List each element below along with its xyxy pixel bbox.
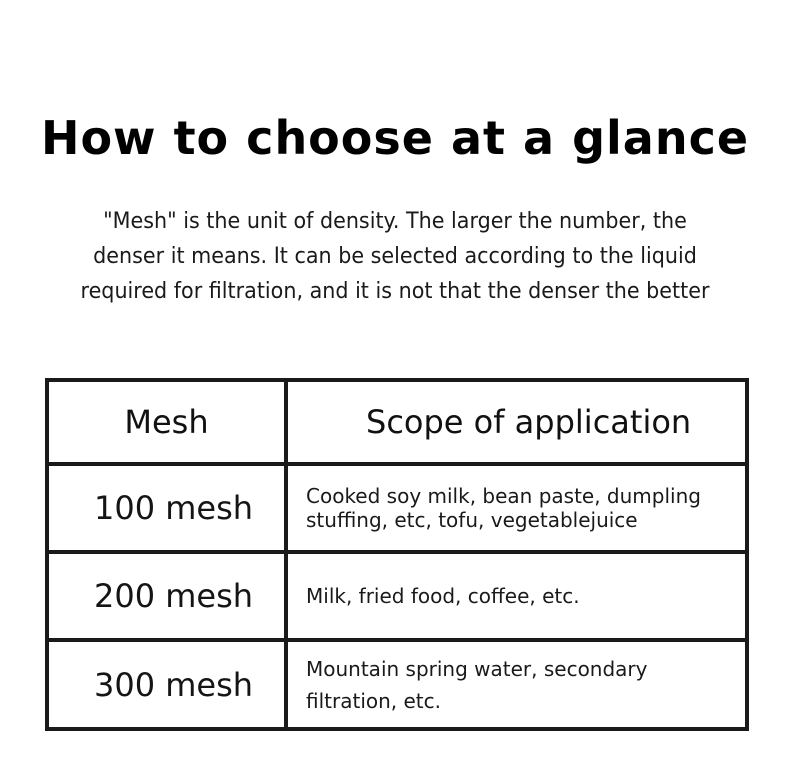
header-mesh: Mesh [49, 382, 288, 466]
page-title: How to choose at a glance [40, 111, 750, 165]
description-line: denser it means. It can be selected according to the liquid [93, 244, 697, 269]
description-line: required for filtration, and it is not that the denser the better [80, 279, 710, 304]
row-mesh-200: 200 mesh [49, 554, 288, 642]
row-scope-300: Mountain spring water, secondary filtration, etc. [306, 656, 648, 713]
row-scope-200: Milk, fried food, coffee, etc. [288, 554, 745, 642]
row-scope-100: Cooked soy milk, bean paste, dumpling stuffing, etc, tofu, vegetablejuice [288, 466, 745, 554]
mesh-table [45, 378, 749, 731]
header-scope: Scope of application [288, 382, 745, 466]
description [43, 204, 748, 309]
row-mesh-300: 300 mesh [49, 642, 288, 727]
description-line: "Mesh" is the unit of density. The larger the number, the [103, 209, 687, 234]
row-mesh-100: 100 mesh [49, 466, 288, 554]
